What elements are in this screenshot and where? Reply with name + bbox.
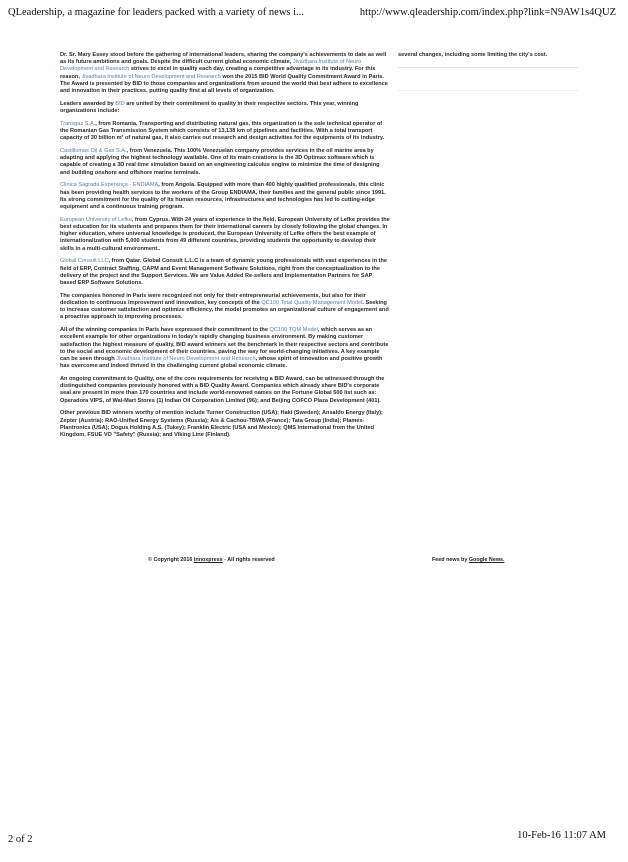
link-qc100-tqm[interactable]: QC100 TQM Model [269,327,318,334]
text: - All rights reserved [222,557,275,563]
sidebar-text: several changes, including some limiting the city's cost. [398,52,548,58]
link-lefke[interactable]: European University of Lefke [60,216,132,223]
paragraph-winning [60,327,390,370]
paragraph-lefke [60,217,390,253]
print-header-title: QLeadership, a magazine for leaders packed with a variety of news i... [8,7,304,18]
link-transgaz[interactable]: Transgaz S.A. [60,120,96,127]
link-jivadhara[interactable]: Jivadhara Institute of Neuro Development and Research [81,73,221,80]
text: , whose spirit of innovation and positive growth has overcome and indeed thrived in the challenging current global economic climate. [60,356,383,370]
text: The companies honored in Paris were recognized not only for their entrepreneurial achievements, but also for their dedication to continuous improvement and innovation, key concepts of the [60,292,366,307]
text: Other previous BID winners worthy of mention include Turner Construction (USA); Haki (Sweden); Ansaldo Energy (Italy); Zepter (Austria); RAO-Unified Energy Systems (Russia); Ais & Cachou-TBWA (France); Tata Group (India); Plamex-Plantronics (USA); Dogus Holding A.S. (Tukey); Franklin Electric (USA and Mexico); QMS International from the United Kingdom, FSUE VO "Safety" (Russia); and Viking Line (Finland). [60,410,383,439]
text: are united by their commitment to quality in their respective sectors. This year, winning organizations include: [60,100,359,115]
text: , from Venezuela. This 100% Venezuelan company provides services in the oil marine area by adapting and applying the highest technology available. One of its main creations is the 3D Optimax software which is capable of creating a 3D real time simulation based on an engineering calculus engine to minimize the time of designing and building onshore and offshore marine terminals. [60,148,380,176]
text: Feed news by [432,557,469,563]
link-jivadhara[interactable]: Jivadhara Institute of Neuro Development and Research [116,356,256,363]
article-body [60,52,390,445]
text: All of the winning companies in Paris have expressed their commitment to the [60,327,270,334]
text: Leaders awarded by [60,100,116,107]
sidebar-divider [398,67,578,68]
link-qc100-model[interactable]: QC100 Total Quality Management Model [261,300,363,307]
text: , from Angola. Equipped with more than 400 highly qualified professionals, this clinic has been providing health services to the workers of the Group ENDIAMA, their families and the general public since 1991. Its strong commitment for the quality of its human resources, infrastructures and technologies has led to cutting-edge equipment and a continuous training program. [60,182,386,211]
link-jivadhara[interactable]: Jivadhara Institute of Neuro Development and Research [60,59,362,73]
paragraph-commitment [60,376,390,405]
text: An ongoing commitment to Quality, one of the core requirements for receiving a BID Award, can be witnessed through the distinguished companies previously honored with a BID Quality Award. Companies which already share BID's corporate seal are present in more than 170 countries and include world-renowned names on the Fortune Global 500 list such as: Operadora VIPS, of Wal-Mart Stores (1) Indian Oil Corporation Limited (96); and Beijing COFCO Plaza Development (401). [60,376,385,404]
sidebar [398,52,588,91]
print-page-number: 2 of 2 [8,834,33,845]
paragraph-castillomax [60,148,390,177]
text: . Seeking to increase customer satisfaction and optimize efficiency, the model promotes an organizational culture of engagement and a proactive approach to improving processes. [60,300,389,321]
print-header-url: http://www.qleadership.com/index.php?link=N9AW1s4QUZ [359,7,616,18]
link-clinica[interactable]: Clinica Sagrada Esperança - ENDIAMA [60,182,159,189]
paragraph-leaders [60,101,390,115]
text: Dr. Sr. Mary Essey stood before the gathering of international leaders, sharing the company's achievements to date as well as its future ambitions and goals. Despite the difficult current global economic climate, [60,52,387,66]
paragraph-previous-winners [60,410,390,439]
text: , from Cyprus. With 24 years of experience in the field, European University of Lefke provides the best education for its students and prepares them for their international careers by closely following the global changes. In higher education, where universal knowledge is produced, the European University of Lefke offers the best example of internationalization with 5,000 students from 49 different countries, providing students the opportunity to develop their skills in a multi-cultural environment.. [60,216,390,252]
paragraph-clinica [60,182,390,211]
text: , from Romania, Transporting and distributing natural gas, this organization is the sole technical operator of the Romanian Gas Transmission System which consists of 13,138 km of pipelines and facilities. With a total transport capacity of 30 billion m³ of natural gas, it also carries out research and design activities for the equipments of its industry. [60,120,385,142]
text: , which serves as an excellent example for other organizations in today's rapidly changing business environment. By making customer satisfaction the highest measure of quality, BID award winners set the benchmark in their respective sectors and contribute to the social and economic development of their countries, paving the way for world-changing initiatives. A key example can be seen through [60,327,389,363]
print-timestamp: 10-Feb-16 11:07 AM [517,830,606,841]
paragraph-honored [60,293,390,322]
sidebar-divider [398,90,578,91]
paragraph-intro [60,52,390,95]
link-bid[interactable]: BID [115,100,125,107]
text: , from Qatar. Global Consult L.L.C is a team of dynamic young professionals with vast experiences in the field of ERP, Contract Staffing, CAPM and Event Management Software Solutions, right from the conceptualization to the delivery of the project and the Support Services. We are Value Added Re-sellers and Implementation Partners for SAP based ERP Software Solutions. [60,258,388,287]
footer-feed [432,557,505,563]
paragraph-transgaz [60,121,390,143]
link-castillomax[interactable]: Castillomax Oil & Gas S.A. [60,148,127,155]
link-global-consult[interactable]: Global Consult LLC [60,258,109,265]
link-innoxpress[interactable]: Innoxpress [193,557,223,563]
footer-copyright [148,557,275,563]
link-google-news[interactable]: Google News. [468,557,505,563]
text: strives to excel in quality each day, creating a competitive advantage in its industry. For this reason, [60,66,376,80]
text: © Copyright 2016 [148,557,194,563]
paragraph-global-consult [60,258,390,287]
text: won the 2015 BID World Quality Commitment Award in Paris. The Award is presented by BID to those companies and organizations from around the world that best adhere to excellence and innovation in their practices, putting quality first at all levels of organization. [60,73,388,95]
